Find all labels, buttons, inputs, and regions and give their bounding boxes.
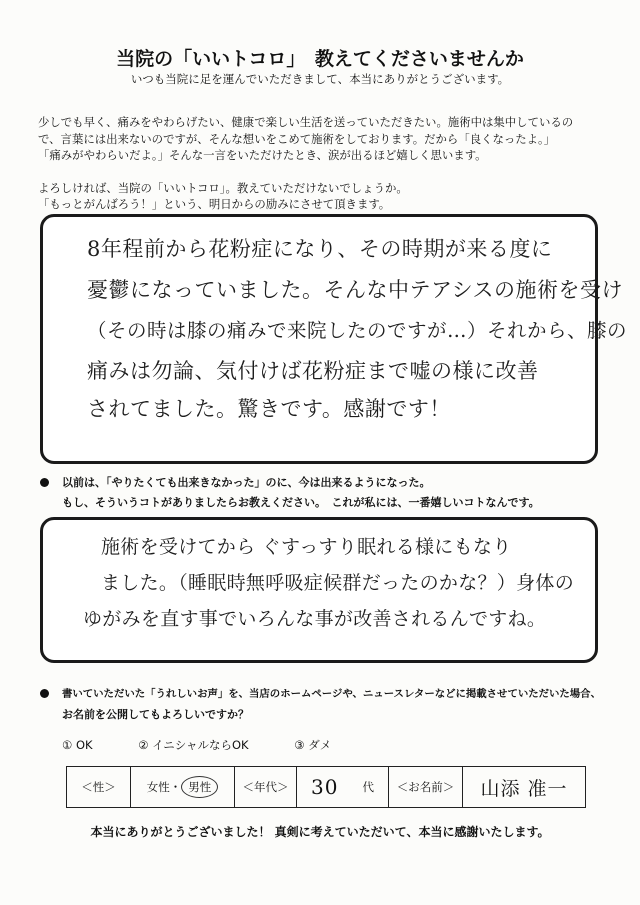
intro-line: 「もっとがんばろう！」という、明日からの励みにさせて頂きます。: [38, 197, 391, 212]
page-title: 当院の「いいトコロ」 教えてくださいませんか: [116, 48, 524, 70]
name-label: ＜お名前＞: [389, 767, 463, 807]
handwritten-line: （その時は膝の痛みで来院したのですが…）それから、膝の: [87, 319, 628, 342]
handwritten-line: 8年程前から花粉症になり、その時期が来る度に: [87, 237, 553, 261]
answer-box-1: [40, 214, 628, 464]
intro-line: で、言葉には出来ないのですが、そんな想いをこめて施術をしております。だから「良くなったよ。」: [38, 131, 556, 146]
bullet-icon: [40, 478, 49, 487]
option-no[interactable]: ③ ダメ: [294, 738, 332, 752]
name-field[interactable]: [463, 767, 585, 807]
name-value: 山添 准一: [480, 777, 568, 800]
handwritten-line: 憂鬱になっていました。そんな中テアシスの施術を受け: [87, 278, 624, 302]
handwritten-line: 痛みは勿論、気付けば花粉症まで嘘の様に改善: [87, 359, 539, 383]
question-3-line-2: お名前を公開してもよろしいですか？: [62, 708, 249, 721]
age-value: 30: [311, 775, 339, 799]
sex-male-circled: 男性: [181, 776, 218, 798]
page-subtitle: いつも当院に足を運んでいただきまして、本当にありがとうございます。: [130, 72, 510, 86]
age-unit: 代: [362, 780, 374, 794]
publish-options: [62, 737, 373, 753]
respondent-info-table: [66, 766, 586, 808]
question-3-line-1: 書いていただいた「うれしいお声」を、当店のホームページや、ニュースレターなどに掲載させていただいた場合、: [62, 688, 601, 700]
question-2-line-2: もし、そういうコトがありましたらお教えください。 これが私には、一番嬉しいコトなんです。: [62, 496, 540, 509]
intro-line: 少しでも早く、痛みをやわらげたい、健康で楽しい生活を送っていただきたい。施術中は集中しているの: [38, 115, 574, 129]
handwritten-line: 施術を受けてから ぐすっすり眠れる様にもなり: [101, 536, 512, 558]
sex-female: 女性: [146, 780, 170, 794]
age-label: ＜年代＞: [235, 767, 297, 807]
intro-line: よろしければ、当院の「いいトコロ」。教えていただけないでしょうか。: [38, 180, 408, 195]
intro-text: [38, 114, 608, 213]
bullet-icon: [40, 689, 49, 698]
option-initials[interactable]: ② イニシャルならOK: [138, 738, 249, 752]
sex-separator: ・: [169, 780, 182, 794]
question-2-line-1: 以前は、「やりたくても出来きなかった」のに、今は出来るようになった。: [62, 476, 431, 489]
age-field[interactable]: [297, 767, 389, 807]
intro-line: 「痛みがやわらいだよ。」そんな一言をいただけたとき、涙が出るほど嬉しく思います。: [38, 148, 487, 163]
option-ok[interactable]: ① OK: [62, 738, 93, 752]
handwritten-line: されてました。驚きです。感謝です！: [87, 397, 451, 421]
answer-box-2: [40, 517, 598, 663]
handwritten-line: ました。（睡眠時無呼吸症候群だったのかな？）身体の: [101, 572, 575, 594]
sex-field[interactable]: [131, 767, 235, 807]
handwritten-line: ゆがみを直す事でいろんな事が改善されるんですね。: [83, 608, 547, 630]
sex-label: ＜性＞: [67, 767, 131, 807]
footer-thanks: 本当にありがとうございました！ 真剣に考えていただいて、本当に感謝いたします。: [90, 825, 550, 839]
